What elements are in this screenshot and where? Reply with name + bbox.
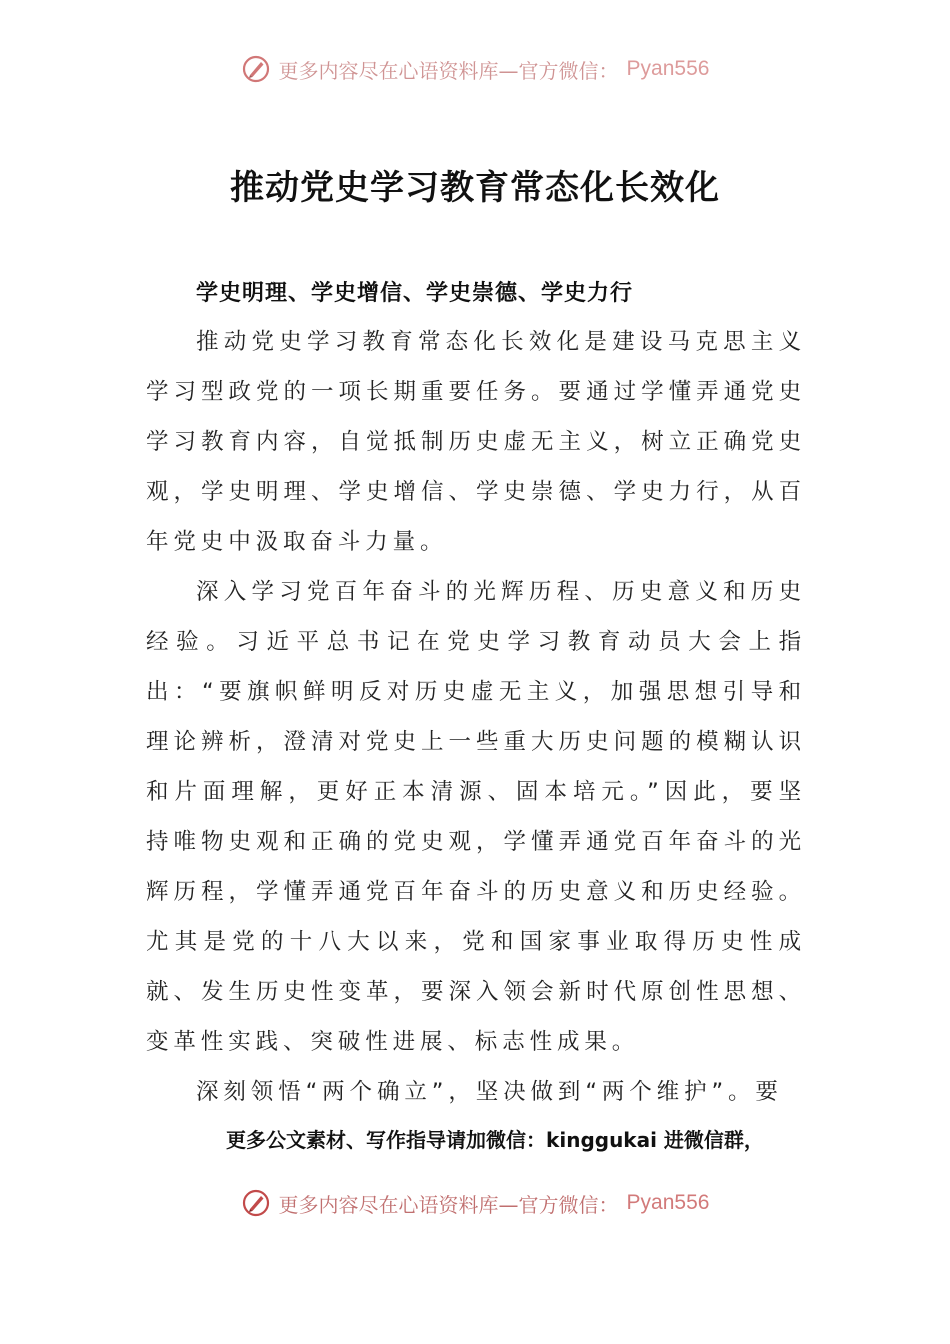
document-title: 推动党史学习教育常态化长效化 (230, 168, 720, 208)
watermark-account: Pyan556 (626, 57, 710, 80)
body-paragraph: 深入学习党百年奋斗的光辉历程、历史意义和历史经验。习近平总书记在党史学习教育动员大会上指出：“要旗帜鲜明反对历史虚无主义，加强思想引导和理论辨析，澄清对党史上一些重大历史问题的模糊认识和片面理解，更好正本清源、固本培元。”因此，要坚持唯物史观和正确的党史观，学懂弄通党百年奋斗的光辉历程，学懂弄通党百年奋斗的历史意义和历史经验。尤其是党的十八大以来，党和国家事业取得历史性成就、发生历史性变革，要深入领会新时代原创性思想、变革性实践、突破性进展、标志性成果。 (146, 579, 806, 1055)
body-paragraph: 推动党史学习教育常态化长效化是建设马克思主义学习型政党的一项长期重要任务。要通过学懂弄通党史学习教育内容，自觉抵制历史虚无主义，树立正确党史观，学史明理、学史增信、学史崇德、学史力行，从百年党史中汲取奋斗力量。 (146, 329, 806, 555)
document-subtitle: 学史明理、学史增信、学史崇德、学史力行 (196, 281, 634, 306)
watermark-text: 更多内容尽在心语资料库—官方微信： (278, 58, 619, 83)
watermark-text: 更多内容尽在心语资料库—官方微信： (278, 1192, 619, 1217)
header-watermark (0, 54, 950, 84)
body-paragraph: 深刻领悟“两个确立”，坚决做到“两个维护”。要 (196, 1079, 783, 1105)
pen-heart-logo-icon (241, 1188, 271, 1218)
pen-heart-logo-icon (241, 54, 271, 84)
document-body (146, 317, 806, 1117)
footer-watermark (0, 1188, 950, 1218)
footer-promo-note: 更多公文素材、写作指导请加微信：kinggukai 进微信群， (226, 1128, 764, 1152)
watermark-account: Pyan556 (626, 1191, 710, 1214)
